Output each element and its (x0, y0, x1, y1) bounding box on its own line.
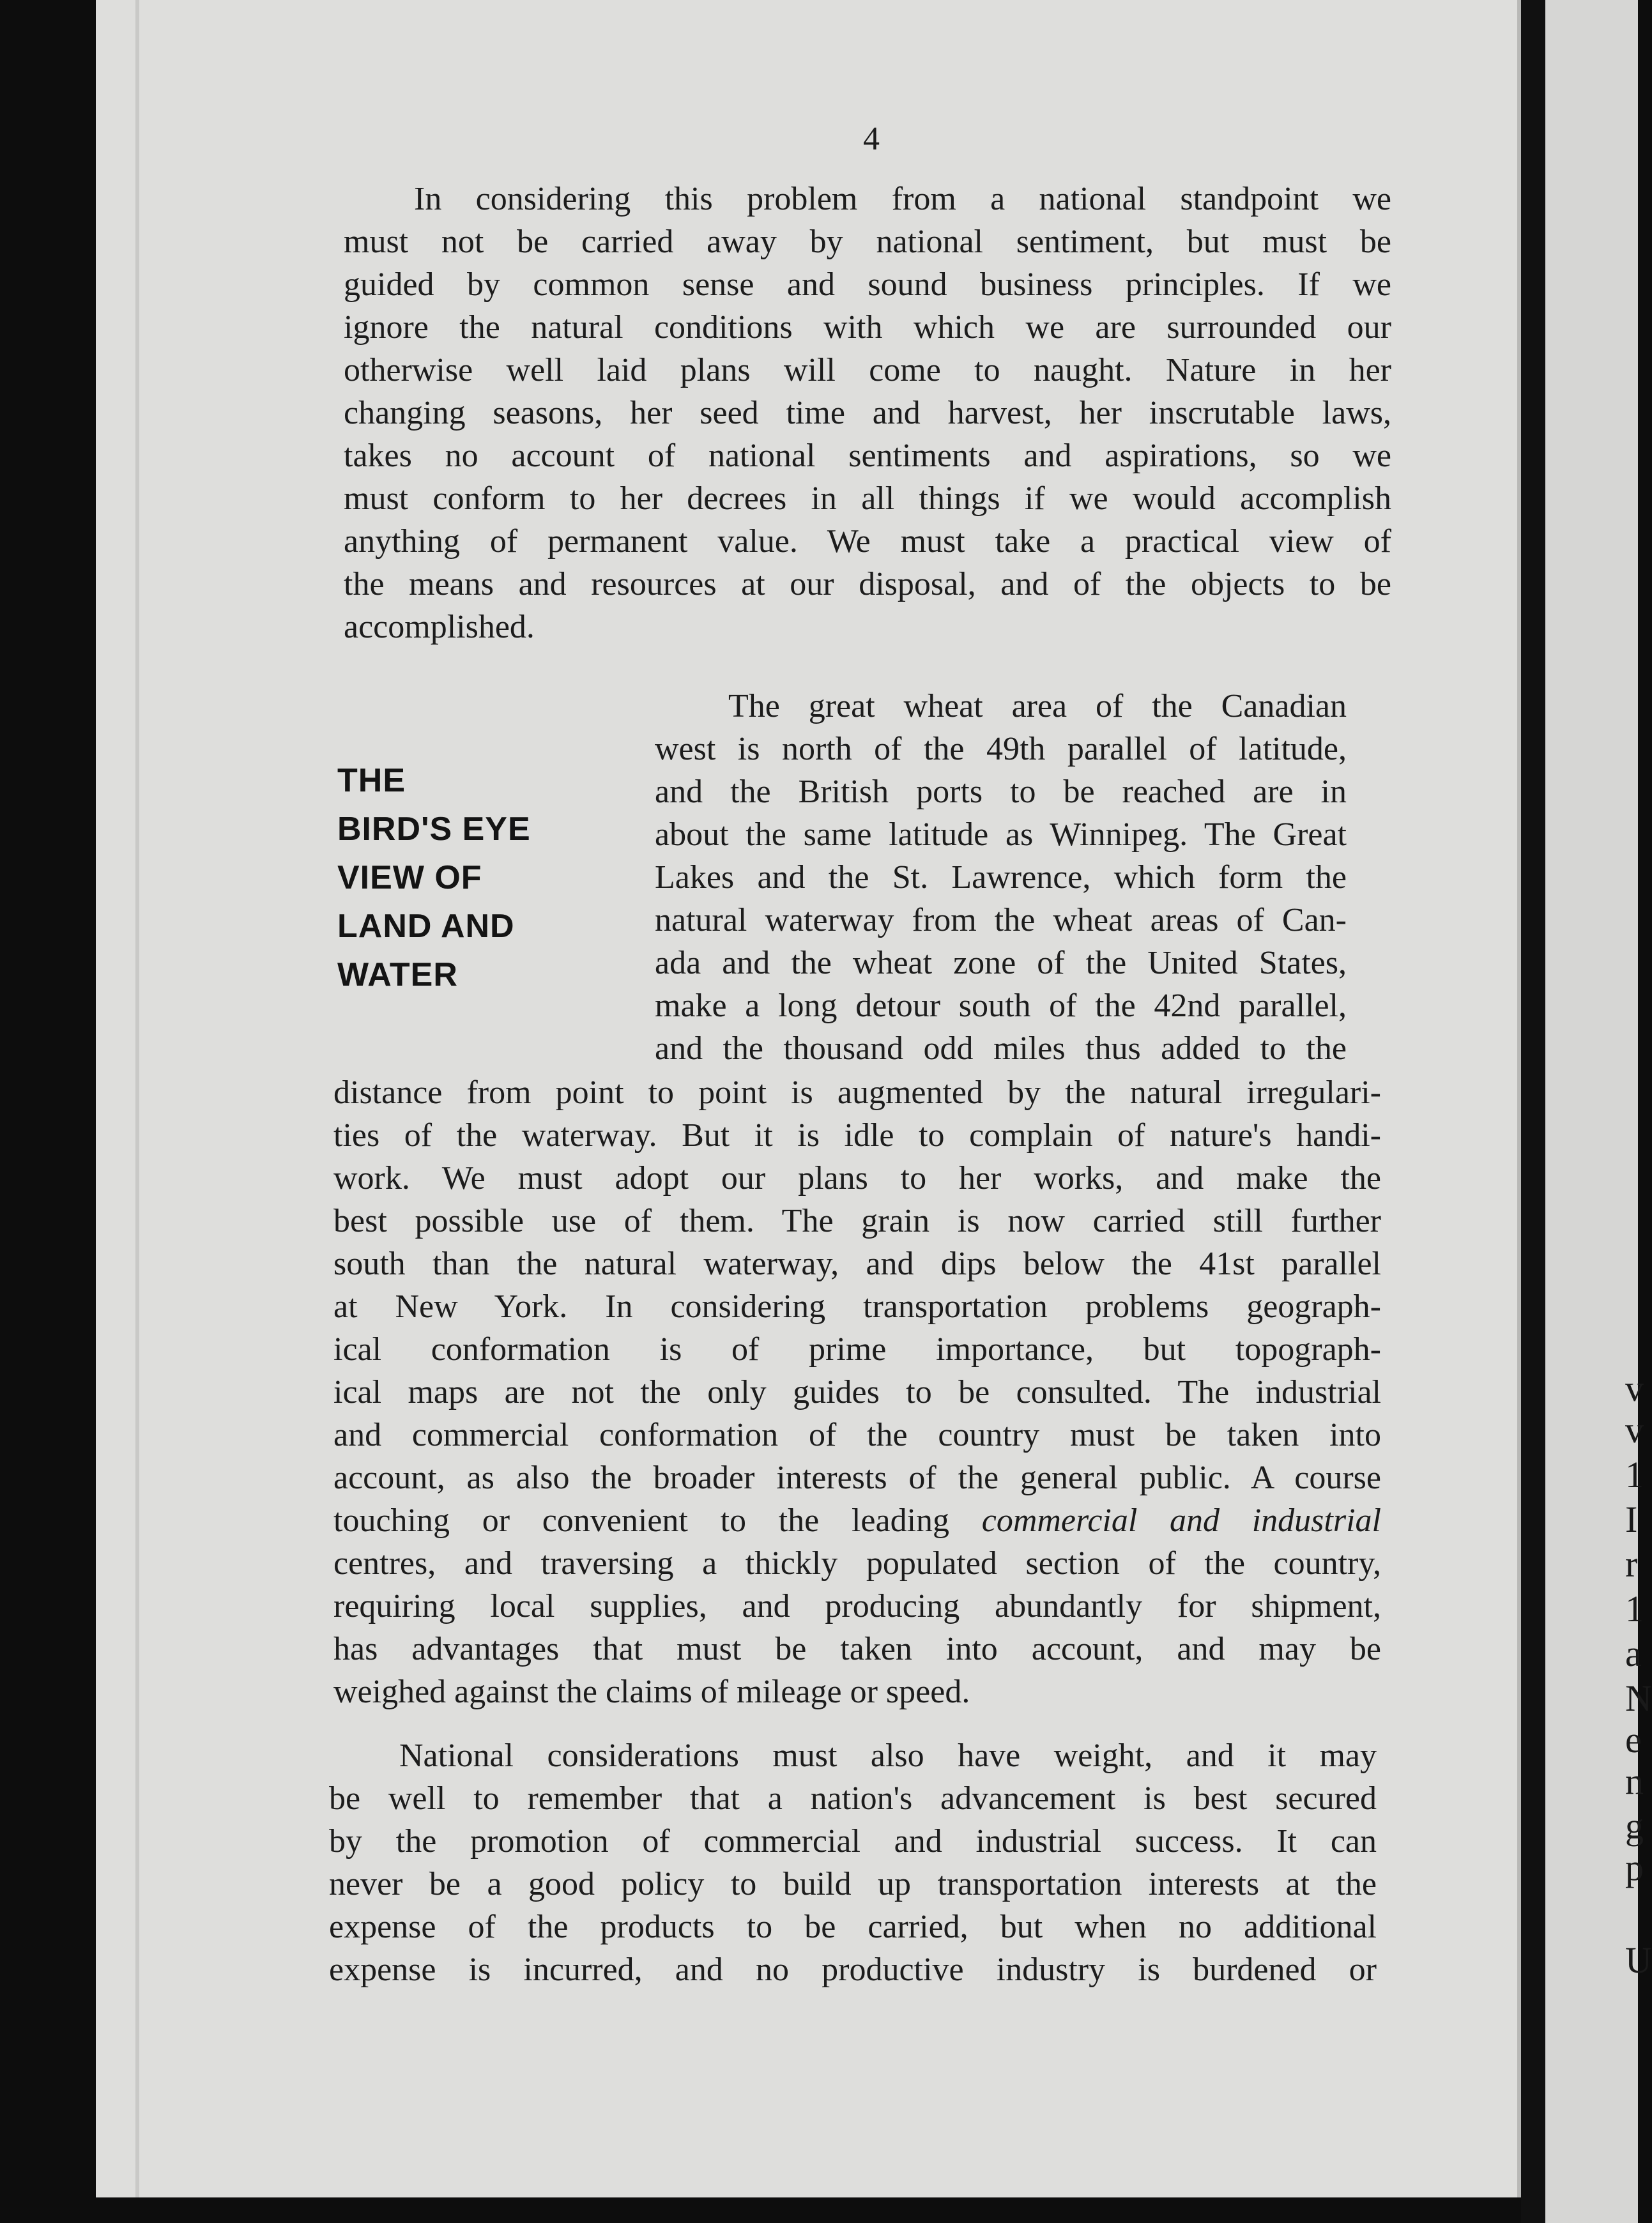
text-line: at New York. In considering transportation problems geograph- (333, 1288, 1381, 1325)
text-line: anything of permanent value. We must take a practical view of (344, 523, 1391, 560)
text-line: natural waterway from the wheat areas of Can- (655, 902, 1347, 938)
text-line: expense of the products to be carried, but when no additional (329, 1909, 1377, 1945)
text-line: ignore the natural conditions with which we are surrounded our (344, 309, 1391, 346)
text-line: guided by common sense and sound business principles. If we (344, 266, 1391, 303)
side-heading (337, 756, 580, 999)
text-line: account, as also the broader interests of the general public. A course (333, 1460, 1381, 1496)
text-line: distance from point to point is augmented by the natural irregulari- (333, 1074, 1381, 1111)
heading-line: BIRD'S EYE (337, 811, 531, 848)
text-line: best possible use of them. The grain is now carried still further (333, 1203, 1381, 1239)
text-line: ical conformation is of prime importance, but topograph- (333, 1331, 1381, 1368)
text-line: ada and the wheat zone of the United States, (655, 945, 1347, 981)
text-line: and the thousand odd miles thus added to the (655, 1030, 1347, 1067)
italic-phrase: commercial and industrial (981, 1502, 1381, 1539)
heading-line: THE (337, 762, 406, 799)
text-line: The great wheat area of the Canadian (728, 688, 1347, 724)
facing-fragment: p (1625, 1847, 1644, 1888)
text-line: takes no account of national sentiments and aspirations, so we (344, 438, 1391, 474)
paragraph-wheat-area-continued (333, 1071, 1381, 1713)
text-line: by the promotion of commercial and industrial success. It can (329, 1823, 1377, 1860)
text-line: make a long detour south of the 42nd parallel, (655, 988, 1347, 1024)
text-line: and the British ports to be reached are in (655, 774, 1347, 810)
heading-line: VIEW OF (337, 859, 482, 896)
text-line: has advantages that must be taken into account, and may be (333, 1631, 1381, 1667)
text-line: otherwise well laid plans will come to naught. Nature in her (344, 352, 1391, 388)
text-line: west is north of the 49th parallel of latitude, (655, 731, 1347, 767)
text-line: Lakes and the St. Lawrence, which form the (655, 859, 1347, 896)
text-line: work. We must adopt our plans to her works, and make the (333, 1160, 1381, 1196)
text-line: never be a good policy to build up transportation interests at the (329, 1866, 1377, 1902)
text-line: centres, and traversing a thickly populated section of the country, (333, 1545, 1381, 1582)
book-gutter (1521, 0, 1545, 2223)
heading-line: WATER (337, 956, 458, 993)
facing-fragment: v (1625, 1409, 1644, 1451)
facing-fragment: r (1625, 1543, 1638, 1585)
text-line: expense is incurred, and no productive industry is burdened or (329, 1952, 1377, 1988)
facing-fragment: e (1625, 1719, 1642, 1761)
text-line: changing seasons, her seed time and harvest, her inscrutable laws, (344, 395, 1391, 431)
facing-fragment: n (1625, 1761, 1644, 1802)
text-line: ties of the waterway. But it is idle to complain of nature's handi- (333, 1117, 1381, 1154)
text-line: be well to remember that a nation's advancement is best secured (329, 1780, 1377, 1817)
text-line: ical maps are not the only guides to be consulted. The industrial (333, 1374, 1381, 1410)
text-line: south than the natural waterway, and dips below the 41st parallel (333, 1246, 1381, 1282)
text-fragment: touching or convenient to the leading (333, 1502, 982, 1539)
text-line: must not be carried away by national sentiment, but must be (344, 224, 1391, 260)
paragraph-national-considerations (329, 1734, 1377, 1991)
text-line: weighed against the claims of mileage or speed. (333, 1674, 970, 1710)
facing-fragment: U (1625, 1939, 1652, 1981)
text-line: National considerations must also have weight, and it may (399, 1738, 1377, 1774)
text-line: requiring local supplies, and producing abundantly for shipment, (333, 1588, 1381, 1624)
facing-fragment: v (1625, 1368, 1644, 1409)
text-line-with-italic (333, 1499, 1381, 1542)
facing-fragment: N (1625, 1677, 1652, 1719)
text-line: accomplished. (344, 609, 535, 645)
facing-fragment: g (1625, 1805, 1644, 1847)
page-number: 4 (863, 121, 880, 157)
paragraph-national-standpoint (344, 178, 1391, 648)
facing-fragment: I (1625, 1499, 1638, 1540)
text-line: the means and resources at our disposal, and of the objects to be (344, 566, 1391, 602)
facing-fragment: 1 (1625, 1454, 1644, 1495)
text-line: about the same latitude as Winnipeg. The Great (655, 816, 1347, 853)
facing-fragment: 1 (1625, 1588, 1644, 1630)
text-line: In considering this problem from a national standpoint we (414, 181, 1391, 217)
text-line: must conform to her decrees in all things if we would accomplish (344, 480, 1391, 517)
paragraph-wheat-area-indented (655, 685, 1347, 1070)
facing-page-edge (1545, 0, 1652, 2223)
facing-fragment: a (1625, 1633, 1642, 1674)
text-line: and commercial conformation of the country must be taken into (333, 1417, 1381, 1453)
heading-line: LAND AND (337, 908, 515, 945)
